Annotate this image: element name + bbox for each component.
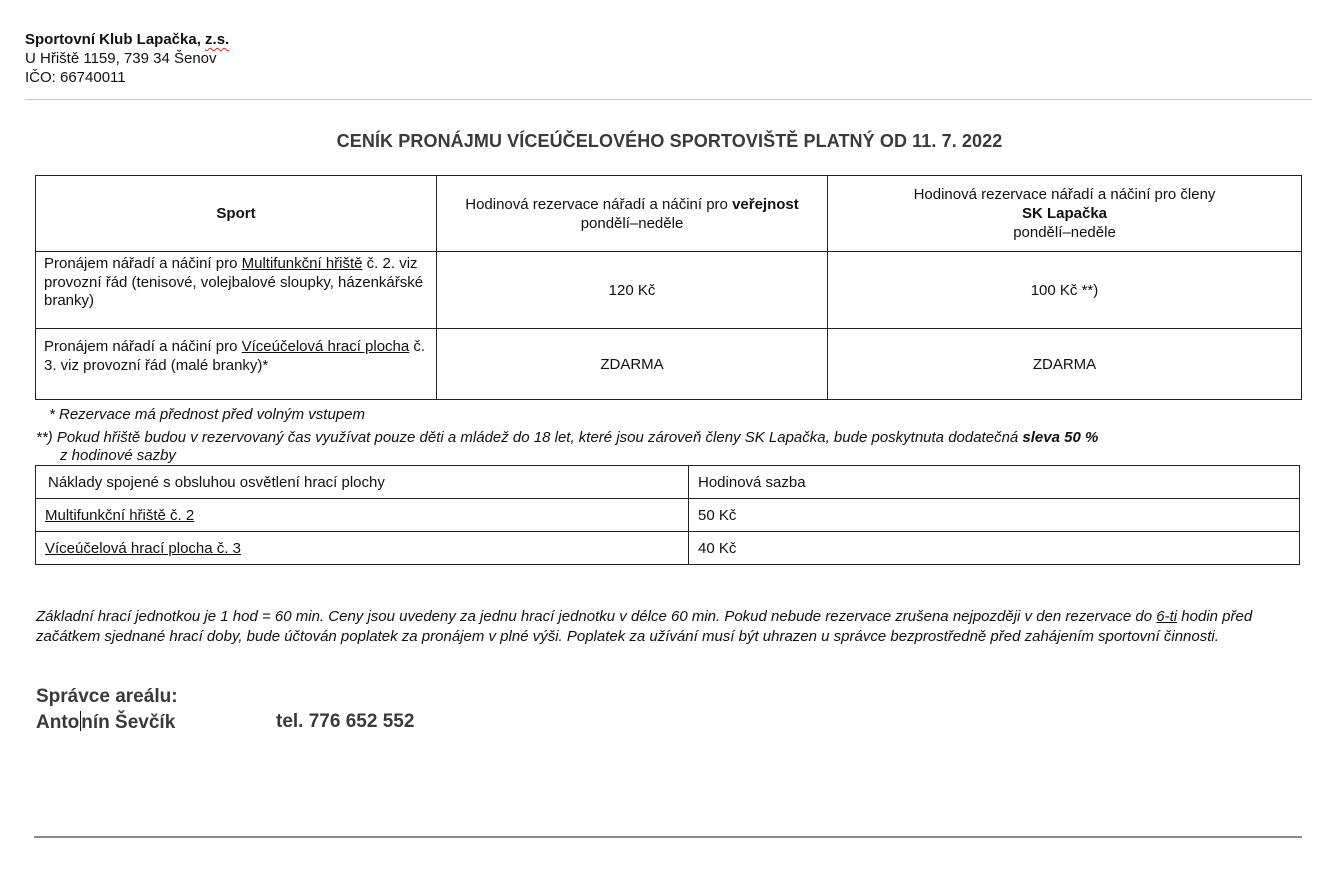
lighting-rate: 40 Kč — [689, 532, 1300, 565]
hours-link[interactable]: 6-ti — [1156, 608, 1178, 625]
facility-link[interactable]: Víceúčelová hrací plocha č. 3 — [45, 539, 241, 557]
administrator-label: Správce areálu: — [36, 686, 178, 707]
facility-link[interactable]: Multifunkční hřiště č. 2 — [45, 506, 195, 524]
member-price: ZDARMA — [828, 329, 1302, 400]
footnote-discount-continued: z hodinové sazby — [60, 447, 176, 464]
table-row — [36, 329, 1302, 400]
administrator-phone: tel. 776 652 552 — [276, 711, 415, 732]
header-divider — [25, 99, 1312, 100]
page-title: CENÍK PRONÁJMU VÍCEÚČELOVÉHO SPORTOVIŠTĚ PLATNÝ OD 11. 7. 2022 — [336, 131, 1003, 151]
column-header-public: Hodinová rezervace nářadí a náčiní pro veřejnost pondělí–neděle — [437, 176, 828, 252]
public-price: 120 Kč — [437, 252, 828, 329]
organization-name: Sportovní Klub Lapačka, z.s. — [25, 31, 230, 48]
footer-divider — [34, 836, 1302, 838]
lighting-costs-table — [35, 465, 1300, 565]
organization-ico: IČO: 66740011 — [25, 69, 126, 86]
column-header-sport: Sport — [36, 176, 437, 252]
table-row — [36, 532, 1300, 565]
lighting-rate: 50 Kč — [689, 499, 1300, 532]
member-price: 100 Kč **) — [828, 252, 1302, 329]
administrator-name: Anto nín Ševčík — [36, 712, 176, 733]
pricing-table — [35, 175, 1302, 400]
table-row — [36, 252, 1302, 329]
facility-link[interactable]: Multifunkční hřiště — [241, 255, 363, 272]
facility-link[interactable]: Víceúčelová hrací plocha — [241, 338, 410, 355]
terms-paragraph: Základní hrací jednotkou je 1 hod = 60 min. Ceny jsou uvedeny za jednu hrací jednotku v délce 60 min. Pokud nebude rezervace zrušena nejpozději v den rezervace do 6-ti hodin před začátkem sjednané hrací doby, bude účtován poplatek za pronájem v plné výši. Poplatek za užívání musí být uhrazen u správce bezprostředně před zahájením sportovní činnosti. — [36, 608, 1253, 645]
lighting-header-right: Hodinová sazba — [689, 466, 1300, 499]
public-price: ZDARMA — [437, 329, 828, 400]
pricing-table-header-row — [36, 176, 1302, 252]
sport-description: Pronájem nářadí a náčiní pro Multifunkční hřiště č. 2. viz provozní řád (tenisové, volejbalové sloupky, házenkářské branky) — [36, 252, 437, 329]
lighting-header-left: Náklady spojené s obsluhou osvětlení hrací plochy — [36, 466, 689, 499]
sport-description: Pronájem nářadí a náčiní pro Víceúčelová hrací plocha č. 3. viz provozní řád (malé branky)* — [36, 329, 437, 400]
lighting-facility-name — [36, 499, 689, 532]
footnote-discount: **) Pokud hřiště budou v rezervovaný čas využívat pouze děti a mládež do 18 let, které jsou zároveň členy SK Lapačka, bude poskytnuta dodatečná sleva 50 % — [36, 429, 1099, 446]
column-header-members: Hodinová rezervace nářadí a náčiní pro členy SK Lapačka pondělí–neděle — [828, 176, 1302, 252]
organization-address: U Hřiště 1159, 739 34 Šenov — [25, 50, 217, 67]
org-legal-suffix: z.s. — [205, 31, 230, 48]
lighting-facility-name — [36, 532, 689, 565]
table-row — [36, 499, 1300, 532]
lighting-table-header-row — [36, 466, 1300, 499]
footnote-reservation: * Rezervace má přednost před volným vstupem — [49, 406, 365, 423]
